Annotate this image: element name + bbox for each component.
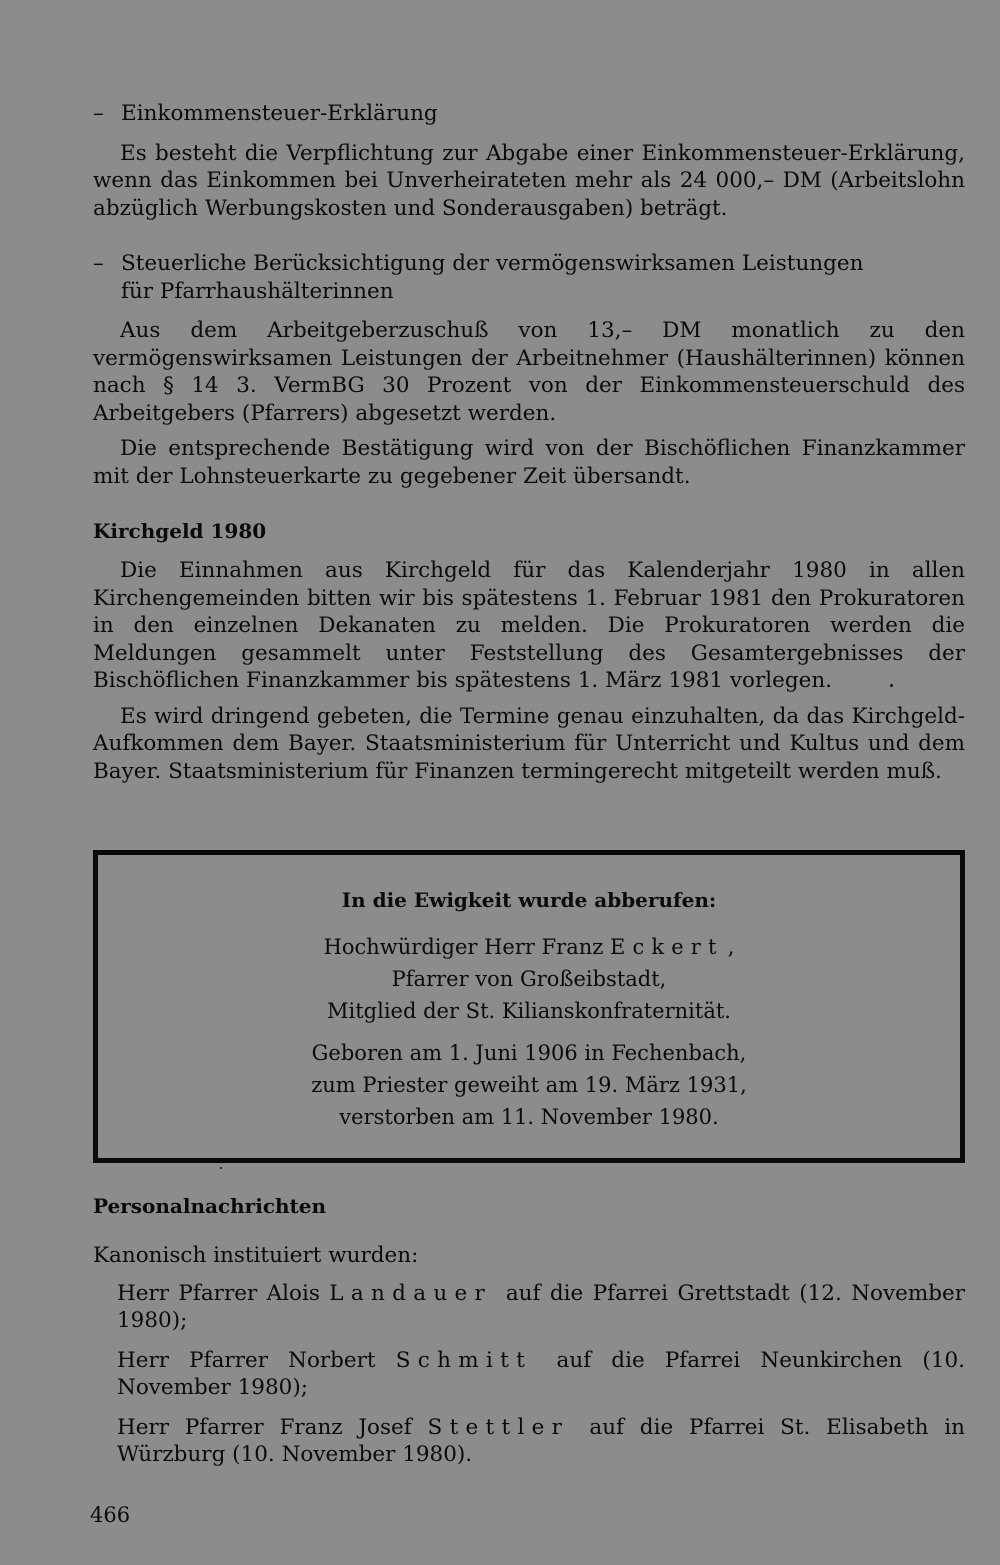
obituary-membership-line: Mitglied der St. Kilianskonfraternität. xyxy=(327,999,731,1023)
entry-rest: auf die Pfarrei Neunkirchen (10. November 1980); xyxy=(117,1347,965,1400)
obituary-name-suffix: , xyxy=(727,935,735,959)
obituary-name-line xyxy=(98,931,960,963)
einkommensteuer-heading-text: Einkommensteuer-Erklärung xyxy=(121,101,438,126)
obituary-name-prefix: Hochwürdiger Herr Franz xyxy=(323,935,604,959)
entry-surname: Stettler xyxy=(427,1414,570,1440)
einkommensteuer-paragraph: Es besteht die Verpflichtung zur Abgabe einer Einkommensteuer-Erklärung, wenn das Einkommen bei Unverheirateten mehr als 24 000,– DM (Arbeitslohn abzüglich Werbungskosten und Sonderausgaben) beträgt. xyxy=(93,140,965,221)
personal-entry-1 xyxy=(93,1280,965,1335)
entry-rest: auf die Pfarrei St. Elisabeth in Würzburg (10. November 1980). xyxy=(117,1414,965,1467)
personal-entry-3 xyxy=(93,1414,965,1469)
entry-rest: auf die Pfarrei Grettstadt (12. November 1980); xyxy=(117,1280,965,1333)
personal-section xyxy=(93,1193,965,1469)
kirchgeld-paragraph-2: Es wird dringend gebeten, die Termine genau einzuhalten, da das Kirchgeld-Aufkommen dem Bayer. Staatsministerium für Unterricht und Kultus und dem Bayer. Staatsministerium für Finanzen termingerecht mitgeteilt werden muß. xyxy=(93,703,965,784)
page-number: 466 xyxy=(90,1503,131,1527)
page-body xyxy=(93,100,965,785)
obituary-box xyxy=(93,850,965,1163)
print-speck xyxy=(220,1167,222,1169)
obituary-ordination-line: zum Priester geweiht am 19. März 1931, xyxy=(311,1073,747,1097)
obituary-death-line: verstorben am 11. November 1980. xyxy=(339,1105,719,1129)
personal-entry-2 xyxy=(93,1347,965,1402)
dash-marker: – xyxy=(93,101,104,126)
personal-intro: Kanonisch instituiert wurden: xyxy=(93,1243,419,1268)
obituary-parish-line: Pfarrer von Großeibstadt, xyxy=(391,967,667,991)
vermoegen-heading-line2: für Pfarrhaushälterinnen xyxy=(121,278,394,304)
entry-surname: Schmitt xyxy=(395,1347,533,1373)
vermoegen-heading xyxy=(93,250,965,305)
personal-heading: Personalnachrichten xyxy=(93,1194,327,1218)
obituary-title: In die Ewigkeit wurde abberufen: xyxy=(341,888,717,912)
entry-prefix: Herr Pfarrer Franz Josef xyxy=(117,1414,412,1440)
obituary-surname: Eckert xyxy=(610,935,724,959)
vermoegen-paragraph-2: Die entsprechende Bestätigung wird von der Bischöflichen Finanzkammer mit der Lohnsteuerkarte zu gegebener Zeit übersandt. xyxy=(93,436,965,489)
vermoegen-paragraph-1: Aus dem Arbeitgeberzuschuß von 13,– DM monatlich zu den vermögenswirksamen Leistungen der Arbeitnehmer (Haushälterinnen) können nach § 14 3. VermBG 30 Prozent von der Einkommensteuerschuld des Arbeitgebers (Pfarrers) abgesetzt werden. xyxy=(93,318,965,426)
obituary-birth-line: Geboren am 1. Juni 1906 in Fechenbach, xyxy=(311,1041,747,1065)
print-speck xyxy=(890,684,893,687)
kirchgeld-heading: Kirchgeld 1980 xyxy=(93,519,267,543)
einkommensteuer-heading xyxy=(93,100,965,128)
dash-marker: – xyxy=(93,251,104,276)
entry-surname: Landauer xyxy=(329,1280,493,1306)
vermoegen-heading-line1: Steuerliche Berücksichtigung der vermögenswirksamen Leistungen xyxy=(121,251,864,276)
entry-prefix: Herr Pfarrer Alois xyxy=(117,1280,320,1306)
kirchgeld-paragraph-1: Die Einnahmen aus Kirchgeld für das Kalenderjahr 1980 in allen Kirchengemeinden bitten wir bis spätestens 1. Februar 1981 den Prokuratoren in den einzelnen Dekanaten zu melden. Die Prokuratoren werden die Meldungen gesammelt unter Feststellung des Gesamtergebnisses der Bischöflichen Finanzkammer bis spätestens 1. März 1981 vorlegen. xyxy=(93,558,965,693)
entry-prefix: Herr Pfarrer Norbert xyxy=(117,1347,376,1373)
